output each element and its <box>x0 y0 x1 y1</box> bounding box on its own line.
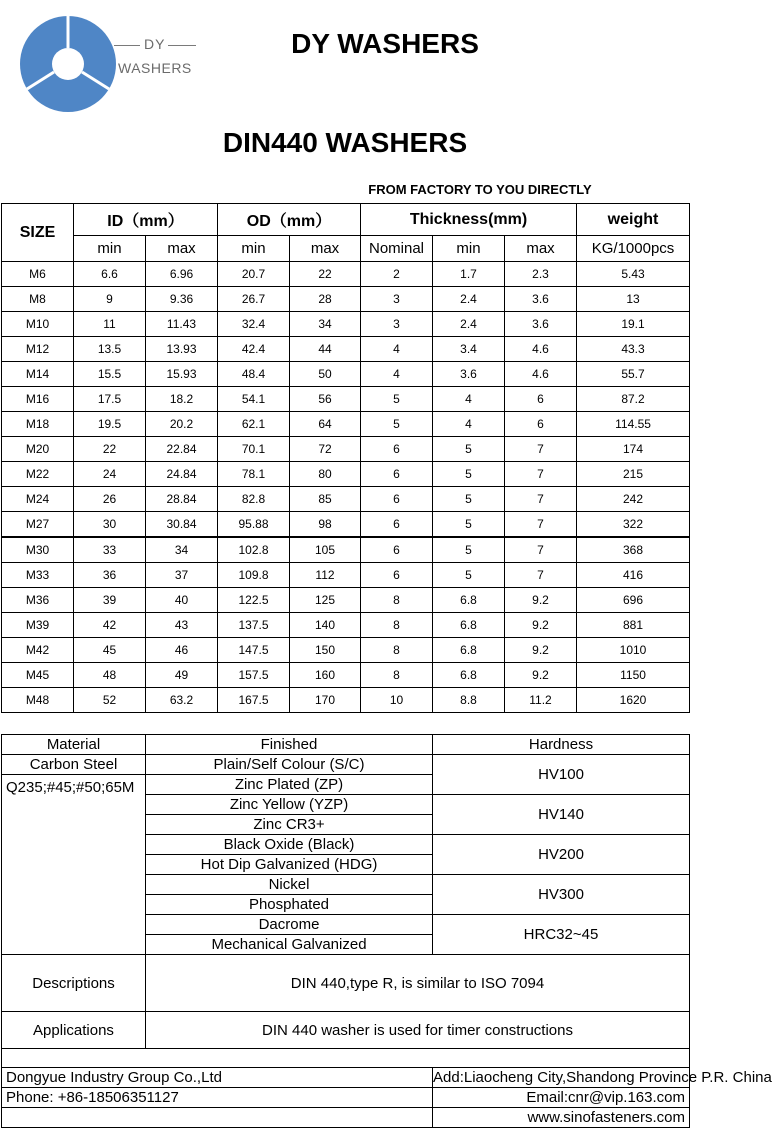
cell-id-min: 9 <box>74 287 146 312</box>
table-row <box>2 688 690 713</box>
page-title: DIN440 WASHERS <box>222 127 468 158</box>
cell-size: M18 <box>2 412 74 437</box>
cell-id-min: 52 <box>74 688 146 713</box>
header-material: Material <box>2 735 146 755</box>
cell-od-min: 147.5 <box>218 638 290 663</box>
cell-od-min: 109.8 <box>218 563 290 588</box>
cell-weight: 174 <box>577 437 690 462</box>
cell-thickness-max: 7 <box>505 462 577 487</box>
cell-od-max: 72 <box>290 437 361 462</box>
cell-thickness-nominal: 4 <box>361 337 433 362</box>
cell-thickness-min: 5 <box>433 563 505 588</box>
cell-thickness-min: 4 <box>433 412 505 437</box>
cell-weight: 242 <box>577 487 690 512</box>
table-row <box>2 437 690 462</box>
finish-item: Phosphated <box>146 895 433 915</box>
finish-item: Zinc CR3+ <box>146 815 433 835</box>
header-weight-unit: KG/1000pcs <box>577 236 690 262</box>
table-row <box>2 287 690 312</box>
cell-weight: 13 <box>577 287 690 312</box>
header-id-max: max <box>146 236 218 262</box>
cell-thickness-min: 2.4 <box>433 312 505 337</box>
cell-weight: 55.7 <box>577 362 690 387</box>
hardness-value: HV300 <box>433 875 690 915</box>
finish-item: Nickel <box>146 875 433 895</box>
cell-thickness-min: 6.8 <box>433 663 505 688</box>
cell-id-min: 45 <box>74 638 146 663</box>
cell-id-max: 6.96 <box>146 262 218 287</box>
cell-od-max: 80 <box>290 462 361 487</box>
cell-thickness-max: 9.2 <box>505 638 577 663</box>
cell-thickness-nominal: 8 <box>361 663 433 688</box>
cell-thickness-nominal: 6 <box>361 437 433 462</box>
cell-id-max: 49 <box>146 663 218 688</box>
finish-item: Plain/Self Colour (S/C) <box>146 755 433 775</box>
cell-size: M24 <box>2 487 74 512</box>
cell-id-max: 18.2 <box>146 387 218 412</box>
tagline: FROM FACTORY TO YOU DIRECTLY <box>368 182 592 197</box>
cell-size: M30 <box>2 537 74 563</box>
cell-id-min: 48 <box>74 663 146 688</box>
cell-thickness-nominal: 8 <box>361 588 433 613</box>
applications-text: DIN 440 washer is used for timer constructions <box>146 1012 690 1049</box>
cell-od-max: 98 <box>290 512 361 538</box>
spacer-row <box>2 1049 690 1068</box>
cell-od-min: 54.1 <box>218 387 290 412</box>
cell-thickness-max: 4.6 <box>505 337 577 362</box>
cell-od-max: 112 <box>290 563 361 588</box>
cell-thickness-min: 5 <box>433 487 505 512</box>
cell-thickness-max: 3.6 <box>505 312 577 337</box>
cell-size: M16 <box>2 387 74 412</box>
table-row <box>2 462 690 487</box>
cell-size: M10 <box>2 312 74 337</box>
cell-thickness-nominal: 2 <box>361 262 433 287</box>
cell-thickness-max: 6 <box>505 387 577 412</box>
hardness-value: HV140 <box>433 795 690 835</box>
logo-text-washers: WASHERS <box>118 60 192 76</box>
cell-size: M8 <box>2 287 74 312</box>
cell-thickness-nominal: 6 <box>361 487 433 512</box>
footer-email: Email:cnr@vip.163.com <box>433 1088 690 1108</box>
cell-od-max: 125 <box>290 588 361 613</box>
cell-id-min: 19.5 <box>74 412 146 437</box>
cell-size: M20 <box>2 437 74 462</box>
company-logo <box>18 14 118 114</box>
cell-od-max: 140 <box>290 613 361 638</box>
cell-thickness-min: 5 <box>433 512 505 538</box>
cell-od-max: 64 <box>290 412 361 437</box>
table-row <box>2 613 690 638</box>
cell-weight: 87.2 <box>577 387 690 412</box>
cell-id-min: 33 <box>74 537 146 563</box>
cell-size: M45 <box>2 663 74 688</box>
material-grades: Q235;#45;#50;65M <box>2 775 146 955</box>
cell-thickness-nominal: 5 <box>361 412 433 437</box>
cell-od-max: 105 <box>290 537 361 563</box>
cell-thickness-max: 7 <box>505 512 577 538</box>
cell-od-min: 95.88 <box>218 512 290 538</box>
cell-weight: 1620 <box>577 688 690 713</box>
cell-od-min: 62.1 <box>218 412 290 437</box>
finish-item: Dacrome <box>146 915 433 935</box>
cell-thickness-nominal: 3 <box>361 312 433 337</box>
cell-id-max: 22.84 <box>146 437 218 462</box>
finish-item: Black Oxide (Black) <box>146 835 433 855</box>
logo-text-dy: DY <box>144 36 166 52</box>
finish-item: Zinc Yellow (YZP) <box>146 795 433 815</box>
footer-address: Add:Liaocheng City,Shandong Province P.R. China <box>433 1069 772 1086</box>
table-row <box>2 387 690 412</box>
cell-thickness-min: 6.8 <box>433 613 505 638</box>
cell-od-min: 102.8 <box>218 537 290 563</box>
cell-od-min: 167.5 <box>218 688 290 713</box>
cell-id-max: 37 <box>146 563 218 588</box>
cell-id-max: 24.84 <box>146 462 218 487</box>
cell-id-max: 63.2 <box>146 688 218 713</box>
cell-od-min: 70.1 <box>218 437 290 462</box>
cell-thickness-max: 2.3 <box>505 262 577 287</box>
header-thickness-max: max <box>505 236 577 262</box>
table-row <box>2 412 690 437</box>
cell-thickness-min: 2.4 <box>433 287 505 312</box>
table-row <box>2 537 690 563</box>
cell-id-max: 15.93 <box>146 362 218 387</box>
cell-id-min: 30 <box>74 512 146 538</box>
header-thickness-min: min <box>433 236 505 262</box>
descriptions-text: DIN 440,type R, is similar to ISO 7094 <box>146 955 690 1012</box>
cell-id-max: 40 <box>146 588 218 613</box>
brand-name: DY WASHERS <box>291 28 479 59</box>
footer-company: Dongyue Industry Group Co.,Ltd <box>2 1068 433 1088</box>
cell-od-max: 56 <box>290 387 361 412</box>
cell-od-min: 26.7 <box>218 287 290 312</box>
cell-id-max: 46 <box>146 638 218 663</box>
cell-thickness-nominal: 6 <box>361 537 433 563</box>
cell-size: M14 <box>2 362 74 387</box>
header-od-max: max <box>290 236 361 262</box>
table-row <box>2 563 690 588</box>
cell-weight: 215 <box>577 462 690 487</box>
cell-thickness-max: 6 <box>505 412 577 437</box>
cell-weight: 881 <box>577 613 690 638</box>
footer-website[interactable]: www.sinofasteners.com <box>433 1108 690 1128</box>
header-thickness: Thickness(mm) <box>361 204 577 236</box>
cell-od-min: 122.5 <box>218 588 290 613</box>
cell-thickness-max: 4.6 <box>505 362 577 387</box>
cell-id-min: 13.5 <box>74 337 146 362</box>
cell-thickness-max: 9.2 <box>505 613 577 638</box>
cell-od-max: 50 <box>290 362 361 387</box>
cell-thickness-max: 9.2 <box>505 588 577 613</box>
cell-weight: 322 <box>577 512 690 538</box>
cell-od-min: 137.5 <box>218 613 290 638</box>
cell-thickness-min: 6.8 <box>433 638 505 663</box>
cell-od-max: 22 <box>290 262 361 287</box>
cell-id-min: 6.6 <box>74 262 146 287</box>
cell-weight: 43.3 <box>577 337 690 362</box>
cell-thickness-max: 11.2 <box>505 688 577 713</box>
cell-od-max: 150 <box>290 638 361 663</box>
cell-id-min: 17.5 <box>74 387 146 412</box>
cell-weight: 1150 <box>577 663 690 688</box>
cell-weight: 19.1 <box>577 312 690 337</box>
table-row <box>2 487 690 512</box>
table-row <box>2 362 690 387</box>
logo-wordmark <box>114 36 198 80</box>
finish-item: Hot Dip Galvanized (HDG) <box>146 855 433 875</box>
cell-od-min: 82.8 <box>218 487 290 512</box>
cell-size: M33 <box>2 563 74 588</box>
cell-id-min: 15.5 <box>74 362 146 387</box>
cell-od-max: 160 <box>290 663 361 688</box>
cell-thickness-min: 1.7 <box>433 262 505 287</box>
cell-od-min: 20.7 <box>218 262 290 287</box>
cell-thickness-max: 7 <box>505 537 577 563</box>
cell-weight: 1010 <box>577 638 690 663</box>
cell-id-min: 36 <box>74 563 146 588</box>
material-table <box>1 734 772 1128</box>
cell-od-max: 44 <box>290 337 361 362</box>
cell-weight: 368 <box>577 537 690 563</box>
cell-thickness-min: 3.4 <box>433 337 505 362</box>
header-weight: weight <box>577 204 690 236</box>
header-hardness: Hardness <box>433 735 690 755</box>
cell-od-max: 34 <box>290 312 361 337</box>
finish-item: Zinc Plated (ZP) <box>146 775 433 795</box>
hardness-value: HV200 <box>433 835 690 875</box>
cell-size: M27 <box>2 512 74 538</box>
cell-id-max: 13.93 <box>146 337 218 362</box>
cell-thickness-nominal: 6 <box>361 563 433 588</box>
cell-size: M42 <box>2 638 74 663</box>
cell-id-max: 11.43 <box>146 312 218 337</box>
table-row <box>2 262 690 287</box>
cell-size: M22 <box>2 462 74 487</box>
cell-od-max: 28 <box>290 287 361 312</box>
header-size: SIZE <box>2 204 74 262</box>
cell-id-max: 43 <box>146 613 218 638</box>
cell-id-min: 22 <box>74 437 146 462</box>
header-id-min: min <box>74 236 146 262</box>
cell-thickness-min: 3.6 <box>433 362 505 387</box>
cell-thickness-max: 7 <box>505 487 577 512</box>
footer-empty-cell <box>2 1108 433 1128</box>
cell-id-min: 24 <box>74 462 146 487</box>
header-od-min: min <box>218 236 290 262</box>
cell-od-max: 170 <box>290 688 361 713</box>
material-carbon-steel: Carbon Steel <box>2 755 146 775</box>
cell-id-min: 11 <box>74 312 146 337</box>
header-finished: Finished <box>146 735 433 755</box>
cell-size: M12 <box>2 337 74 362</box>
cell-thickness-nominal: 4 <box>361 362 433 387</box>
table-row <box>2 337 690 362</box>
cell-od-min: 32.4 <box>218 312 290 337</box>
footer-phone: Phone: +86-18506351127 <box>2 1088 433 1108</box>
cell-weight: 416 <box>577 563 690 588</box>
cell-thickness-max: 3.6 <box>505 287 577 312</box>
descriptions-label: Descriptions <box>2 955 146 1012</box>
cell-size: M6 <box>2 262 74 287</box>
cell-thickness-nominal: 6 <box>361 462 433 487</box>
cell-thickness-max: 9.2 <box>505 663 577 688</box>
cell-od-min: 157.5 <box>218 663 290 688</box>
cell-thickness-min: 4 <box>433 387 505 412</box>
dimensions-table <box>1 203 690 713</box>
cell-thickness-nominal: 6 <box>361 512 433 538</box>
cell-id-max: 20.2 <box>146 412 218 437</box>
cell-od-min: 48.4 <box>218 362 290 387</box>
cell-thickness-min: 5 <box>433 437 505 462</box>
cell-id-max: 28.84 <box>146 487 218 512</box>
cell-id-min: 26 <box>74 487 146 512</box>
header-id: ID（mm） <box>74 204 218 236</box>
cell-od-min: 78.1 <box>218 462 290 487</box>
table-row <box>2 638 690 663</box>
cell-od-min: 42.4 <box>218 337 290 362</box>
cell-thickness-min: 6.8 <box>433 588 505 613</box>
cell-thickness-nominal: 3 <box>361 287 433 312</box>
finish-item: Mechanical Galvanized <box>146 935 433 955</box>
applications-label: Applications <box>2 1012 146 1049</box>
hardness-value: HRC32~45 <box>433 915 690 955</box>
cell-weight: 5.43 <box>577 262 690 287</box>
table-row <box>2 312 690 337</box>
cell-od-max: 85 <box>290 487 361 512</box>
cell-thickness-nominal: 10 <box>361 688 433 713</box>
cell-thickness-min: 5 <box>433 462 505 487</box>
header-od: OD（mm） <box>218 204 361 236</box>
cell-size: M36 <box>2 588 74 613</box>
cell-id-max: 30.84 <box>146 512 218 538</box>
cell-id-max: 34 <box>146 537 218 563</box>
cell-thickness-nominal: 8 <box>361 613 433 638</box>
cell-size: M39 <box>2 613 74 638</box>
cell-id-max: 9.36 <box>146 287 218 312</box>
cell-thickness-nominal: 8 <box>361 638 433 663</box>
table-row <box>2 663 690 688</box>
cell-thickness-max: 7 <box>505 437 577 462</box>
header-thickness-nominal: Nominal <box>361 236 433 262</box>
cell-size: M48 <box>2 688 74 713</box>
cell-thickness-nominal: 5 <box>361 387 433 412</box>
table-row <box>2 588 690 613</box>
cell-weight: 696 <box>577 588 690 613</box>
cell-thickness-min: 5 <box>433 537 505 563</box>
hardness-value: HV100 <box>433 755 690 795</box>
cell-thickness-max: 7 <box>505 563 577 588</box>
cell-id-min: 39 <box>74 588 146 613</box>
cell-id-min: 42 <box>74 613 146 638</box>
cell-weight: 114.55 <box>577 412 690 437</box>
cell-thickness-min: 8.8 <box>433 688 505 713</box>
table-row <box>2 512 690 538</box>
